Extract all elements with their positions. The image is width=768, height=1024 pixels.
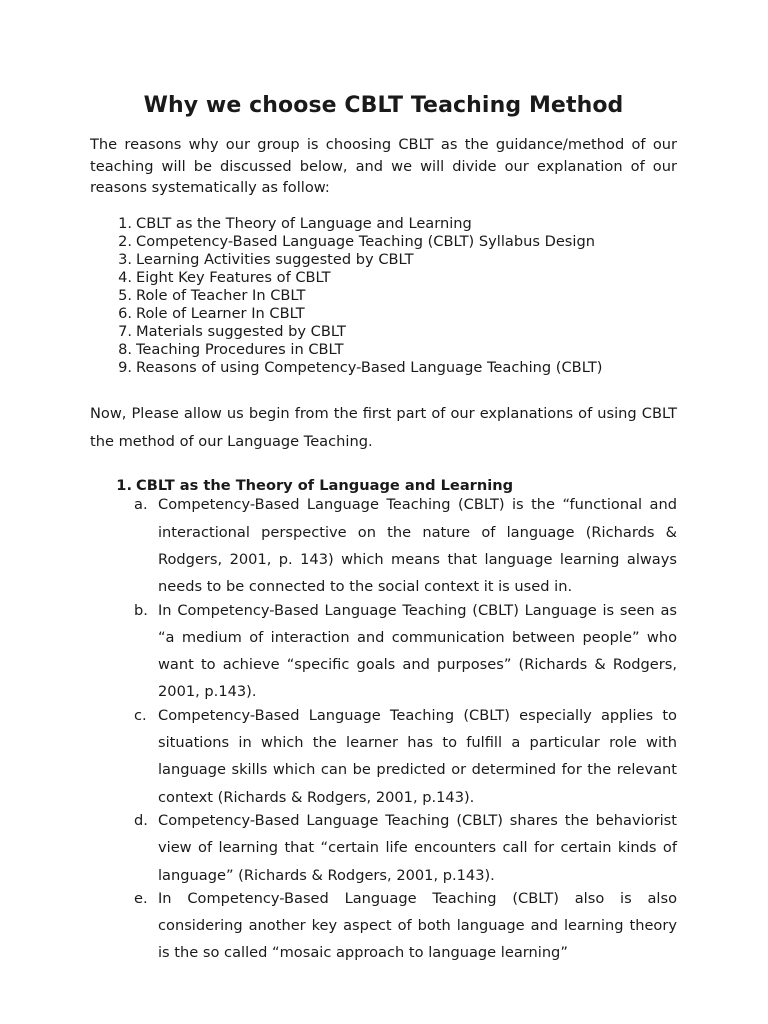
list-item-text: Reasons of using Competency-Based Language Teaching (CBLT) bbox=[136, 359, 603, 377]
reasons-list-item bbox=[90, 233, 677, 251]
sublist-item-text: In Competency-Based Language Teaching (CBLT) Language is seen as “a medium of interaction and communication between people” who want to achieve “specific goals and purposes” (Richards & Rodgers, 2001, p.143). bbox=[158, 601, 677, 701]
list-item-text: Learning Activities suggested by CBLT bbox=[136, 250, 414, 268]
list-number: 6. bbox=[118, 304, 132, 322]
section-heading-text: CBLT as the Theory of Language and Learning bbox=[136, 477, 514, 495]
list-number: 4. bbox=[118, 268, 132, 286]
sublist-item-text: In Competency-Based Language Teaching (CBLT) also is also considering another key aspect of both language and learning theory is the so called “mosaic approach to language learning” bbox=[158, 889, 677, 962]
section-number: 1. bbox=[116, 477, 132, 495]
reasons-list-item bbox=[90, 269, 677, 287]
sublist-letter: b. bbox=[134, 601, 148, 619]
list-number: 3. bbox=[118, 250, 132, 268]
list-item-text: Role of Teacher In CBLT bbox=[136, 286, 306, 304]
list-number: 5. bbox=[118, 286, 132, 304]
intro-paragraph: The reasons why our group is choosing CBLT as the guidance/method of our teaching will be discussed below, and we will divide our explanation of our reasons systematically as follow: bbox=[90, 136, 677, 196]
list-item-text: Eight Key Features of CBLT bbox=[136, 268, 331, 286]
sublist-letter: d. bbox=[134, 811, 148, 829]
reasons-list-item bbox=[90, 305, 677, 323]
sublist-item-text: Competency-Based Language Teaching (CBLT) is the “functional and interactional perspective on the nature of language (Richards & Rodgers, 2001, p. 143) which means that language learning always needs to be connected to the social context it is used in. bbox=[158, 496, 677, 596]
list-number: 8. bbox=[118, 341, 132, 359]
list-number: 2. bbox=[118, 232, 132, 250]
section-theory bbox=[90, 477, 677, 966]
reasons-list-item bbox=[90, 251, 677, 269]
list-item-text: Teaching Procedures in CBLT bbox=[136, 341, 344, 359]
list-item-text: Materials suggested by CBLT bbox=[136, 323, 346, 341]
reasons-list-item bbox=[90, 215, 677, 233]
sublist-letter: c. bbox=[134, 706, 147, 724]
list-number: 1. bbox=[118, 214, 132, 232]
sublist-letter: e. bbox=[134, 889, 148, 907]
list-item-text: Competency-Based Language Teaching (CBLT) Syllabus Design bbox=[136, 232, 595, 250]
reasons-list-item bbox=[90, 341, 677, 359]
reasons-list-item bbox=[90, 287, 677, 305]
sublist-item bbox=[90, 807, 677, 889]
list-item-text: CBLT as the Theory of Language and Learning bbox=[136, 214, 472, 232]
list-item-text: Role of Learner In CBLT bbox=[136, 304, 305, 322]
sublist-item bbox=[90, 885, 677, 967]
document-page bbox=[90, 0, 677, 967]
list-number: 9. bbox=[118, 359, 132, 377]
list-number: 7. bbox=[118, 323, 132, 341]
sublist-item bbox=[90, 491, 677, 600]
sublist-item bbox=[90, 597, 677, 706]
document-title: Why we choose CBLT Teaching Method bbox=[143, 93, 624, 118]
sublist-item bbox=[90, 702, 677, 811]
reasons-list-item bbox=[90, 323, 677, 341]
sublist-item-text: Competency-Based Language Teaching (CBLT) shares the behaviorist view of learning that “certain life encounters call for certain kinds of language” (Richards & Rodgers, 2001, p.143). bbox=[158, 811, 677, 884]
sublist-letter: a. bbox=[134, 496, 148, 514]
reasons-list-item bbox=[90, 359, 677, 377]
section-sublist bbox=[90, 491, 677, 966]
reasons-list bbox=[90, 215, 677, 378]
transition-paragraph: Now, Please allow us begin from the first part of our explanations of using CBLT the method of our Language Teaching. bbox=[90, 405, 677, 450]
sublist-item-text: Competency-Based Language Teaching (CBLT) especially applies to situations in which the learner has to fulfill a particular role with language skills which can be predicted or determined for the relevant context (Richards & Rodgers, 2001, p.143). bbox=[158, 706, 677, 806]
